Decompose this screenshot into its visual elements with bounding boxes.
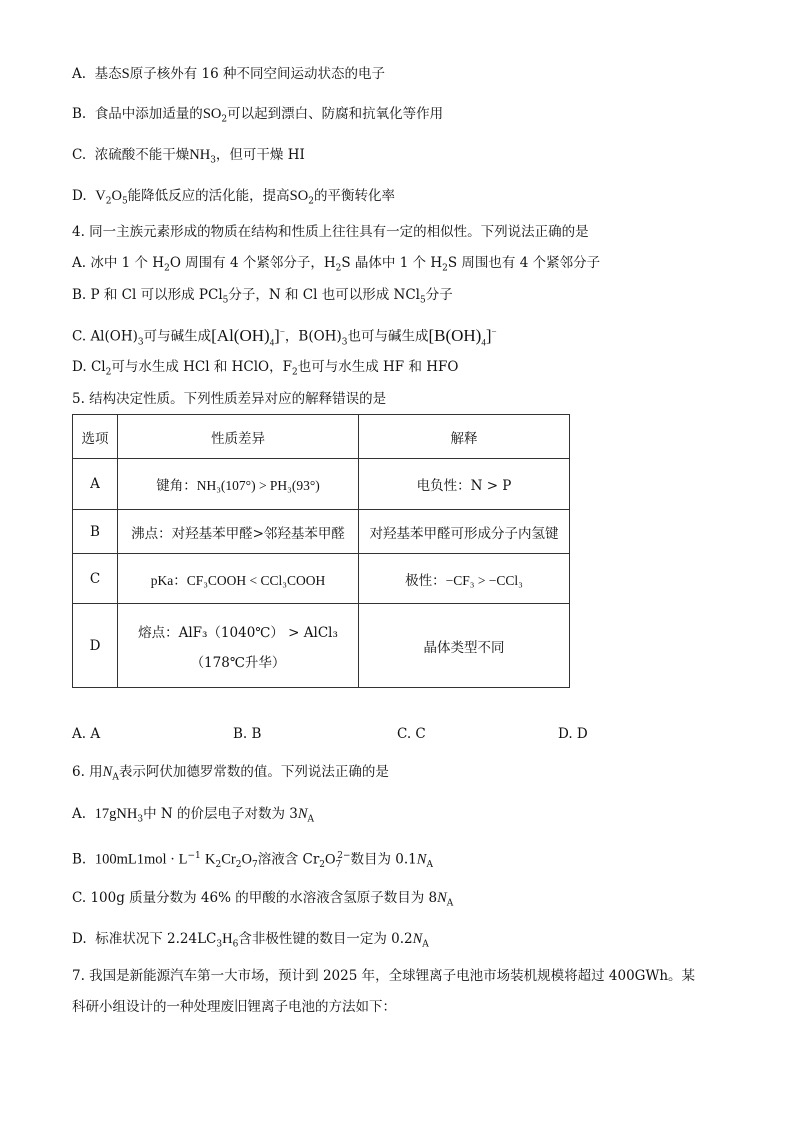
header-explanation: 解释 bbox=[359, 415, 570, 459]
q7-line-1: 7. 我国是新能源汽车第一大市场，预计到 2025 年，全球锂离子电池市场装机规模将超过 400GWh。某 bbox=[72, 968, 696, 984]
q3-option-b: B. 食品中添加适量的$SO_2$可以起到漂白、防腐和抗氧化等作用 bbox=[72, 106, 444, 125]
table-header-row bbox=[73, 415, 570, 459]
choice-a: A. A bbox=[72, 726, 101, 742]
q7-line-2: 科研小组设计的一种处理废旧锂离子电池的方法如下： bbox=[72, 999, 396, 1015]
borate-formula: $[B(OH)_4]^-$ bbox=[428, 325, 497, 348]
table-row: B 沸点：对羟基苯甲醛>邻羟基苯甲醛 对羟基苯甲醛可形成分子内氢键 bbox=[73, 510, 570, 554]
q6-stem: 6. 用$N_A$表示阿伏加德罗常数的值。下列说法正确的是 bbox=[72, 764, 389, 783]
q5-stem: 5. 结构决定性质。下列性质差异对应的解释错误的是 bbox=[72, 391, 387, 407]
q3-option-a: A. 基态S原子核外有 16 种不同空间运动状态的电子 bbox=[72, 66, 385, 82]
q4-option-a: A. 冰中 1 个 $H_2O$ 周围有 4 个紧邻分子，$H_2S$ 晶体中 1 个 $H_2S$ 周围也有 4 个紧邻分子 bbox=[72, 255, 601, 274]
q4-option-b: B. P 和 Cl 可以形成 PCl$_5$分子，N 和 Cl 也可以形成 NCl$_5$分子 bbox=[72, 287, 453, 306]
q6-option-d: D. 标准状况下 $2.24LC_3H_6$含非极性键的数目一定为 $0.2N_A$ bbox=[72, 931, 429, 950]
q3-option-c: C. 浓硫酸不能干燥$NH_3$，但可干燥 HI bbox=[72, 147, 305, 166]
header-property: 性质差异 bbox=[118, 415, 359, 459]
table-row: D 熔点：AlF₃（1040℃） > AlCl₃ （178℃升华） 晶体类型不同 bbox=[73, 604, 570, 688]
choice-d: D. D bbox=[558, 726, 588, 742]
aluminate-formula: $[Al(OH)_4]^-$ bbox=[211, 325, 285, 348]
q6-option-b: B. $100mL1mol \cdot L^{-1}$ $K_2Cr_2O_7$溶液含 $Cr_2O_7^{2-}$数目为 $0.1N_A$ bbox=[72, 851, 433, 871]
table-row: A 键角：NH₃(107°) > PH₃(93°) 电负性：N > P bbox=[73, 459, 570, 510]
choice-c: C. C bbox=[397, 726, 426, 742]
q4-option-c: C. $Al(OH)_3$可与碱生成$[Al(OH)_4]^-$，$B(OH)_3$也可与碱生成$[B(OH)_4]^-$ bbox=[72, 325, 497, 348]
choice-b: B. B bbox=[233, 726, 262, 742]
q4-option-d: D. $Cl_2$可与水生成 HCl 和 HClO，$F_2$也可与水生成 HF 和 HFO bbox=[72, 359, 459, 378]
table-row: C pKa：CF₃COOH < CCl₃COOH 极性：−CF₃ > −CCl₃ bbox=[73, 554, 570, 604]
q5-table bbox=[72, 414, 570, 688]
q5-choices bbox=[72, 726, 632, 746]
q3-option-d: D. $V_2O_5$能降低反应的活化能，提高$SO_2$的平衡转化率 bbox=[72, 188, 395, 207]
header-option: 选项 bbox=[73, 415, 118, 459]
q6-option-c: C. 100g 质量分数为 46% 的甲酸的水溶液含氢原子数目为 $8N_A$ bbox=[72, 890, 454, 909]
q6-option-a: A. 17gNH$_3$中 N 的价层电子对数为 $3N_A$ bbox=[72, 806, 315, 825]
q4-stem: 4. 同一主族元素形成的物质在结构和性质上往往具有一定的相似性。下列说法正确的是 bbox=[72, 224, 589, 240]
